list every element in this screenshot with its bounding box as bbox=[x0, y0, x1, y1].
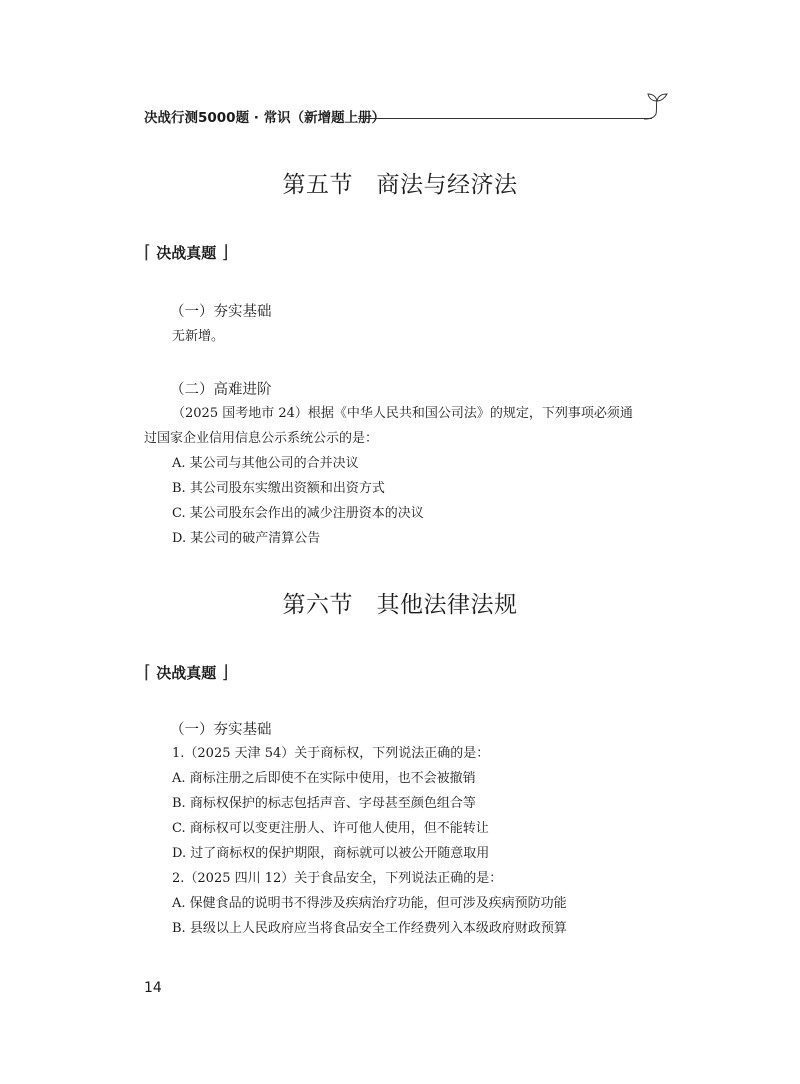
section-5-title: 第五节 商法与经济法 bbox=[282, 172, 518, 198]
option-c: C. 某公司股东会作出的减少注册资本的决议 bbox=[172, 506, 424, 521]
section-6-subheading-label: 决战真题 bbox=[156, 664, 217, 682]
option-d: D. 某公司的破产清算公告 bbox=[172, 531, 321, 546]
page-number: 14 bbox=[144, 980, 162, 996]
running-header bbox=[144, 108, 664, 128]
q1-option-c: C. 商标权可以变更注册人、许可他人使用，但不能转让 bbox=[172, 821, 489, 836]
section-6-level-1-heading: （一）夯实基础 bbox=[170, 722, 272, 738]
question-line-1: （2025 国考地市 24）根据《中华人民共和国公司法》的规定，下列事项必须通 bbox=[172, 406, 633, 421]
bracket-close-icon: ⌋ bbox=[221, 242, 229, 263]
q1-option-b: B. 商标权保护的标志包括声音、字母甚至颜色组合等 bbox=[172, 796, 476, 811]
section-5-subheading-label: 决战真题 bbox=[156, 244, 217, 262]
header-title: 决战行测5000题 · 常识（新增题上册） bbox=[144, 110, 386, 126]
sprout-icon bbox=[642, 92, 672, 120]
section-6-title: 第六节 其他法律法规 bbox=[282, 592, 518, 618]
bracket-close-icon: ⌋ bbox=[221, 662, 229, 683]
bracket-open-icon: ⌈ bbox=[144, 662, 152, 683]
section-5-level-1-text: 无新增。 bbox=[172, 329, 225, 344]
q1-option-d: D. 过了商标权的保护期限，商标就可以被公开随意取用 bbox=[172, 846, 490, 861]
section-5-subheading bbox=[144, 242, 229, 263]
header-rule bbox=[358, 118, 652, 119]
option-a: A. 某公司与其他公司的合并决议 bbox=[172, 456, 359, 471]
question-1: 1.（2025 天津 54）关于商标权，下列说法正确的是： bbox=[172, 746, 490, 761]
option-b: B. 其公司股东实缴出资额和出资方式 bbox=[172, 481, 385, 496]
section-6-subheading bbox=[144, 662, 229, 683]
question-line-2: 过国家企业信用信息公示系统公示的是： bbox=[144, 431, 379, 446]
section-5-level-1-heading: （一）夯实基础 bbox=[170, 304, 272, 320]
q2-option-b: B. 县级以上人民政府应当将食品安全工作经费列入本级政府财政预算 bbox=[172, 921, 567, 936]
q2-option-a: A. 保健食品的说明书不得涉及疾病治疗功能，但可涉及疾病预防功能 bbox=[172, 896, 567, 911]
question-2: 2.（2025 四川 12）关于食品安全，下列说法正确的是： bbox=[172, 871, 503, 886]
bracket-open-icon: ⌈ bbox=[144, 242, 152, 263]
q1-option-a: A. 商标注册之后即使不在实际中使用，也不会被撤销 bbox=[172, 771, 476, 786]
section-5-level-2-heading: （二）高难进阶 bbox=[170, 382, 272, 398]
